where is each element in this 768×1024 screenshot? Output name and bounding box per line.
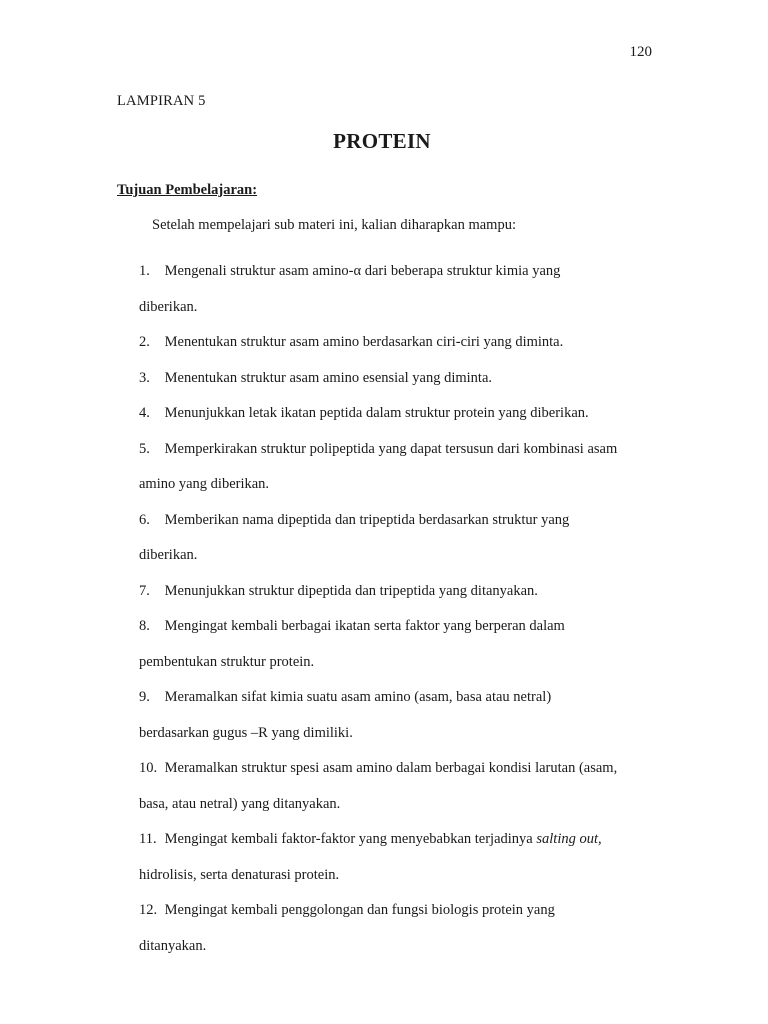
objective-continuation: ditanyakan. [139,937,207,954]
objective-number: 6. [139,511,150,528]
objective-number: 11. [139,831,157,847]
objective-continuation: diberikan. [139,298,198,315]
intro-text: Setelah mempelajari sub materi ini, kalian diharapkan mampu: [152,217,516,233]
objective-text: Menunjukkan letak ikatan peptida dalam struktur protein yang diberikan. [164,405,589,421]
list-item [139,751,659,822]
list-item [139,361,659,397]
objective-line [139,680,659,716]
objective-continuation: berdasarkan gugus –R yang dimiliki. [139,724,353,741]
objective-text: Memperkirakan struktur polipeptida yang dapat tersusun dari kombinasi asam [164,440,618,457]
objective-continuation: diberikan. [139,547,198,563]
list-item [139,503,659,574]
objective-line [139,396,659,432]
objective-number: 10. [139,760,158,776]
list-item [139,432,659,503]
objective-text: Menentukan struktur asam amino berdasarkan ciri-ciri yang diminta. [164,334,564,350]
section-heading: Tujuan Pembelajaran: [117,182,258,198]
objective-number: 12. [139,902,158,918]
list-item [139,325,659,361]
objective-line [139,751,659,787]
page-number: 120 [629,44,652,60]
list-item [139,680,659,751]
objectives-list [139,254,659,964]
objective-line [139,893,659,929]
objective-number: 8. [139,618,150,634]
objective-continuation: amino yang diberikan. [139,476,270,492]
list-item [139,574,659,610]
list-item [139,609,659,680]
objective-line [139,361,659,397]
objective-line [139,822,659,858]
objective-number: 7. [139,582,150,599]
objective-number: 5. [139,440,150,457]
objective-number: 4. [139,405,150,421]
objective-text: Mengingat kembali penggolongan dan fungsi biologis protein yang [164,902,555,918]
document-title: PROTEIN [333,129,431,153]
objective-number: 1. [139,263,150,279]
list-item [139,893,659,964]
objective-text: Mengingat kembali faktor-faktor yang menyebabkan terjadinya [164,831,533,847]
objective-number: 3. [139,369,150,386]
list-item [139,254,659,325]
objective-text: Menunjukkan struktur dipeptida dan tripeptida yang ditanyakan. [164,582,538,599]
objective-continuation: hidrolisis, serta denaturasi protein. [139,866,340,883]
objective-text: Meramalkan struktur spesi asam amino dalam berbagai kondisi larutan (asam, [164,760,618,776]
objective-line [139,574,659,610]
objective-text: Mengingat kembali berbagai ikatan serta faktor yang berperan dalam [164,618,565,634]
objective-text: Menentukan struktur asam amino esensial yang diminta. [164,369,493,386]
objective-line [139,325,659,361]
list-item [139,822,659,893]
objective-continuation: pembentukan struktur protein. [139,653,315,670]
objective-line [139,609,659,645]
objective-line [139,432,659,468]
objective-line [139,503,659,539]
objective-text: Mengenali struktur asam amino-α dari beberapa struktur kimia yang [164,263,561,279]
objective-text: Memberikan nama dipeptida dan tripeptida berdasarkan struktur yang [164,511,570,528]
objective-text: Meramalkan sifat kimia suatu asam amino (asam, basa atau netral) [164,689,552,705]
objective-continuation: basa, atau netral) yang ditanyakan. [139,795,341,812]
objective-number: 2. [139,334,150,350]
appendix-label: LAMPIRAN 5 [117,93,206,109]
list-item [139,396,659,432]
objective-number: 9. [139,689,150,705]
objective-italic-term: salting out, [536,831,602,847]
objective-line [139,254,659,290]
